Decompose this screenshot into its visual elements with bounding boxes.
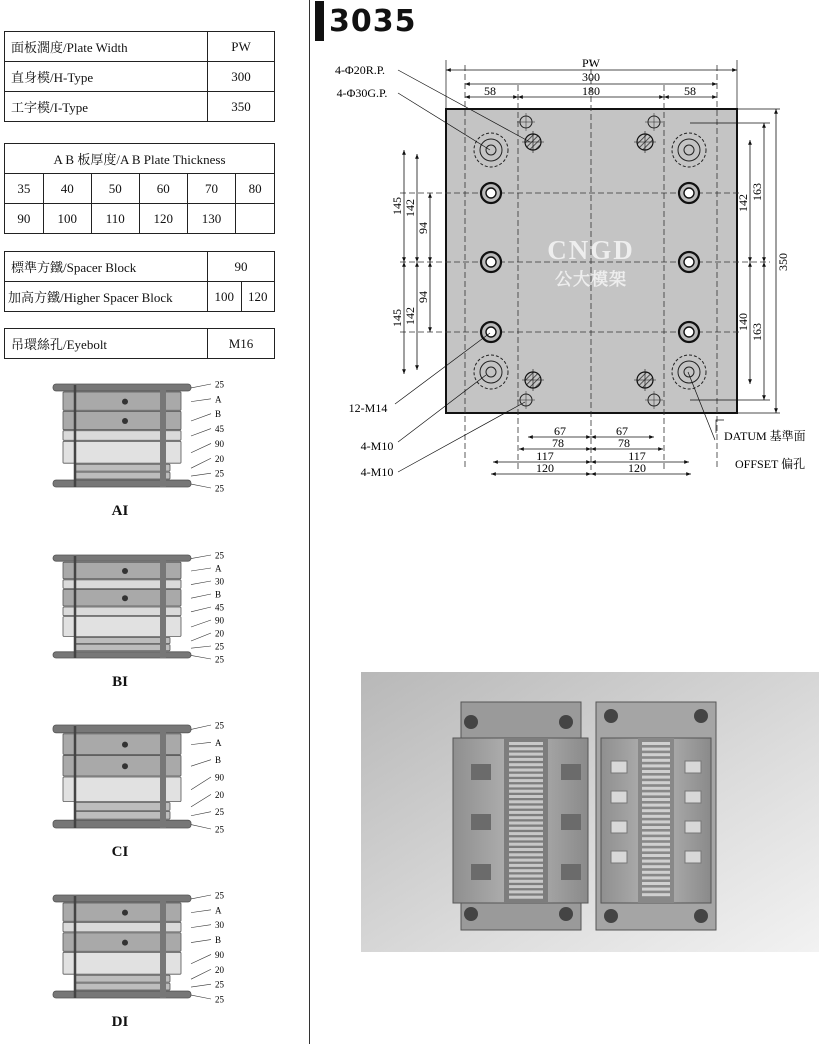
layer-leader [191,646,211,648]
layer-leader [191,633,211,641]
photo-left-cavity-row [509,758,543,761]
dim-300: 300 [582,70,600,84]
layer-leader [191,655,211,659]
layer-leader [191,594,211,598]
mold-layer [75,645,170,651]
photo-right-slide [611,791,627,803]
ab-cell: 90 [5,204,44,234]
mold-layer [53,895,191,902]
spacer-standard-value: 90 [208,252,275,282]
rp-label: 4-Φ20R.P. [334,63,386,77]
h-type-label: 直身模/H-Type [5,62,208,92]
photo-left-cavity-row [509,864,543,867]
dim-180: 180 [582,84,600,98]
dim-142-bottom-left: 142 [403,307,417,325]
photo-left-pocket [561,814,581,830]
layer-label: 25 [215,483,224,494]
mold-layer [75,637,170,643]
mold-layer [75,811,170,819]
layer-leader [191,954,211,963]
photo-left-cavity-row [509,800,543,803]
spacer-standard-label: 標準方鐵/Spacer Block [5,252,208,282]
layer-leader [191,984,211,987]
photo-right-cavity-row [642,854,670,857]
layer-label: 20 [215,453,224,464]
photo-right-cavity-row [642,815,670,818]
photo-left-pocket [561,864,581,880]
photo-right-cavity-row [642,860,670,863]
layer-label: 25 [215,722,224,731]
photo-left-cavity-row [509,816,543,819]
dim-142-right: 142 [736,194,750,212]
photo-left-bolt [559,715,573,729]
layer-label: 25 [215,994,224,1005]
photo-left-runner [504,738,548,903]
photo-right-cavity-row [642,792,670,795]
mold-layer [75,803,170,811]
photo-right-cavity-row [642,787,670,790]
m10-label-b: 4-M10 [360,465,394,479]
spacer-higher-value: 100 [208,282,242,312]
photo-right-cavity-row [642,888,670,891]
photo-right-cavity-row [642,770,670,773]
dim-142-top-left: 142 [403,199,417,217]
photo-right-slide [685,791,701,803]
dim-163-bottom: 163 [750,323,764,341]
photo-right-cavity-row [642,893,670,896]
layer-leader [191,777,211,790]
layer-label: 25 [215,979,224,990]
photo-right-slide [611,761,627,773]
photo-right-slide [685,761,701,773]
photo-right-cavity-row [642,826,670,829]
mold-type-label: CI [111,844,129,860]
ab-cell: 40 [43,174,91,204]
mold-layer [53,725,191,733]
dim-58-right: 58 [684,84,696,98]
layer-leader [191,825,211,829]
layer-leader [191,895,211,899]
i-type-value: 350 [208,92,275,122]
photo-right-cavity-row [642,843,670,846]
photo-right-cavity-row [642,798,670,801]
ab-cell: 100 [43,204,91,234]
mark-a [122,742,128,748]
photo-right-cavity-row [642,865,670,868]
layer-label: 30 [215,576,224,587]
photo-left-pocket [561,764,581,780]
logo-cn-text: 公大模架 [555,270,627,289]
photo-left-cavity-row [509,859,543,862]
photo-left-cavity-row [509,774,543,777]
dim-78-left: 78 [552,436,564,450]
photo-left-cavity-row [509,875,543,878]
photo-left-cavity-row [509,769,543,772]
mark-a [122,910,128,916]
photo-left-bolt [464,715,478,729]
photo-left-cavity-row [509,880,543,883]
photo-left-cavity-row [509,885,543,888]
layer-label: 90 [215,949,224,960]
photo-right-slide [611,821,627,833]
mold-photo [361,672,819,952]
mark-b [122,940,128,946]
photo-right-cavity-row [642,748,670,751]
eyebolt-value: M16 [208,329,275,359]
photo-left-cavity-row [509,742,543,745]
photo-right-cavity-row [642,820,670,823]
mold-layer [75,983,170,990]
m14-hole-inner [486,257,496,267]
mold-diagram-ci [45,722,305,840]
layer-label: 25 [215,641,224,652]
photo-right-cavity-row [642,776,670,779]
layer-leader [191,555,211,559]
h-type-value: 300 [208,62,275,92]
layer-label: 45 [215,424,224,435]
photo-left-cavity-row [509,843,543,846]
mold-diagram-di [45,892,305,1010]
layer-leader [191,969,211,979]
spacer-higher-label: 加高方鐵/Higher Spacer Block [5,282,208,312]
ab-cell: 70 [187,174,235,204]
layer-label: 25 [215,824,224,835]
dim-140-right: 140 [736,313,750,331]
photo-left-cavity-row [509,763,543,766]
photo-right-slide [611,851,627,863]
offset-label: OFFSET 偏孔 [735,457,806,471]
layer-label: 20 [215,628,224,639]
photo-right-slide [685,851,701,863]
layer-label: 90 [215,438,224,449]
photo-right-cavity-row [642,764,670,767]
photo-left-cavity-row [509,832,543,835]
photo-right-bolt [604,709,618,723]
dim-117-left: 117 [536,449,554,463]
mark-b [122,763,128,769]
layer-label: B [215,935,222,946]
layer-leader [191,760,211,767]
photo-left-cavity-row [509,822,543,825]
photo-right-cavity-row [642,882,670,885]
layer-label: 25 [215,892,224,901]
layer-label: B [215,409,222,420]
photo-right-cavity-row [642,832,670,835]
mold-type-label: DI [111,1014,129,1030]
photo-left-cavity-row [509,795,543,798]
photo-left-pocket [471,864,491,880]
photo-left-cavity-row [509,790,543,793]
photo-right-cavity-row [642,781,670,784]
photo-right-cavity-row [642,871,670,874]
plate-width-label: 面板濶度/Plate Width [5,32,208,62]
layer-leader [191,812,211,816]
m10-label-a: 4-M10 [360,439,394,453]
photo-right-bolt [694,909,708,923]
layer-leader [191,925,211,928]
datum-label: DATUM 基準面 [724,429,806,443]
photo-right-cavity-row [642,804,670,807]
photo-right-bolt [604,909,618,923]
mold-diagram-bi [45,552,305,670]
layer-leader [191,620,211,627]
layer-label: 25 [215,654,224,665]
photo-right-cavity-row [642,742,670,745]
dim-94-bottom: 94 [416,291,430,303]
dim-94-top: 94 [416,222,430,234]
i-type-label: 工字模/I-Type [5,92,208,122]
photo-left-cavity-row [509,848,543,851]
m14-hole-inner [486,188,496,198]
photo-left-cavity-row [509,837,543,840]
layer-leader [191,995,211,999]
dim-67-right: 67 [616,424,628,438]
layer-label: B [215,589,222,600]
photo-right-cavity-row [642,848,670,851]
photo-right-slide [685,821,701,833]
mold-layer [53,991,191,998]
spacer-higher-value: 120 [241,282,275,312]
photo-left-cavity-row [509,896,543,899]
photo-left-cavity-row [509,869,543,872]
dim-350: 350 [776,253,790,271]
layer-leader [191,725,211,729]
dim-117-right: 117 [628,449,646,463]
m14-hole-inner [486,327,496,337]
layer-label: B [215,755,222,766]
photo-left-cavity-row [509,853,543,856]
mold-layer [75,975,170,982]
model-code-text: 3035 [329,3,417,39]
dim-120-left: 120 [536,461,554,475]
logo-text: CNGD [547,235,635,265]
photo-left-pocket [471,814,491,830]
plate-drawing [0,0,820,500]
dim-145-top: 145 [390,197,404,215]
layer-label: 90 [215,772,224,783]
photo-left-cavity-row [509,784,543,787]
layer-leader [191,607,211,612]
layer-label: A [215,563,222,574]
layer-label: 25 [215,807,224,818]
ab-cell: 60 [139,174,187,204]
layer-label: 20 [215,964,224,975]
layer-leader [191,742,211,744]
photo-left-bolt [464,907,478,921]
dim-163-top: 163 [750,183,764,201]
photo-left-cavity-row [509,779,543,782]
m14-label: 12-M14 [348,401,388,415]
photo-right-cavity-row [642,809,670,812]
ab-cell: 130 [187,204,235,234]
layer-label: A [215,905,222,916]
photo-left-cavity-row [509,753,543,756]
dim-120-right: 120 [628,461,646,475]
mold-layer [53,652,191,658]
photo-left-pocket [471,764,491,780]
dim-145-bottom: 145 [390,309,404,327]
layer-leader [191,568,211,571]
mark-a [122,568,128,574]
photo-right-bolt [694,709,708,723]
ab-cell: 120 [139,204,187,234]
mold-type-label: AI [111,503,129,519]
layer-label: 20 [215,789,224,800]
layer-leader [191,910,211,913]
m14-hole-inner [684,257,694,267]
mark-b [122,595,128,601]
dim-67-left: 67 [554,424,566,438]
ab-cell: 80 [236,174,275,204]
dim-78-right: 78 [618,436,630,450]
layer-leader [191,794,211,807]
photo-right-cavity-row [642,759,670,762]
layer-leader [191,581,211,585]
ab-cell: 35 [5,174,44,204]
photo-right-cavity-row [642,753,670,756]
mold-layer [53,820,191,828]
mold-type-label: BI [112,674,128,690]
photo-left-cavity-row [509,827,543,830]
layer-label: 25 [215,552,224,561]
m14-hole-inner [684,188,694,198]
photo-right-cavity-row [642,876,670,879]
dim-pw: PW [582,56,600,70]
photo-left-bolt [559,907,573,921]
plate-width-value: PW [208,32,275,62]
ab-cell: 50 [91,174,139,204]
layer-leader [191,940,211,943]
ab-cell: 110 [91,204,139,234]
ab-thickness-header: A B 板厚度/A B Plate Thickness [5,144,275,174]
layer-label: A [215,737,222,748]
eyebolt-label: 吊環絲孔/Eyebolt [5,329,208,359]
gp-label: 4-Φ30G.P. [336,86,388,100]
layer-label: 25 [215,468,224,479]
m14-hole-inner [684,327,694,337]
photo-right-cavity-row [642,837,670,840]
dim-58-left: 58 [484,84,496,98]
photo-left-cavity-row [509,806,543,809]
photo-left-cavity-row [509,890,543,893]
mold-layer [53,555,191,561]
photo-left-cavity-row [509,747,543,750]
layer-label: A [215,394,222,405]
photo-left-cavity-row [509,811,543,814]
layer-label: 90 [215,615,224,626]
layer-label: 25 [215,381,224,390]
layer-label: 45 [215,602,224,613]
layer-label: 30 [215,920,224,931]
